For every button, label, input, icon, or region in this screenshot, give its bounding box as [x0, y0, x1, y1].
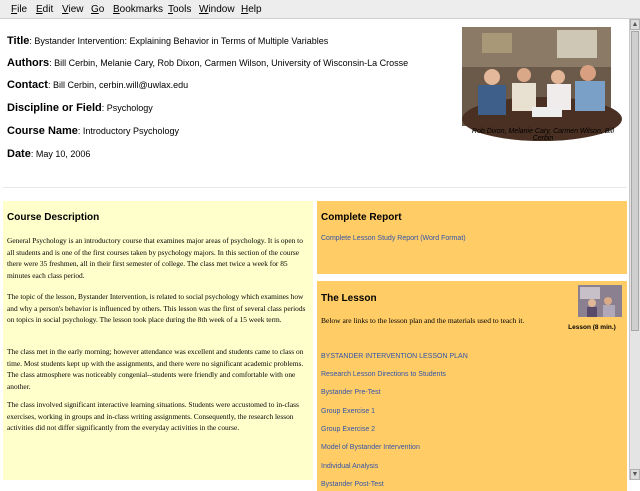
- course-value: : Introductory Psychology: [77, 126, 179, 136]
- lesson-video-caption: Lesson (8 min.): [568, 324, 616, 331]
- menu-file[interactable]: File: [11, 4, 28, 15]
- course-label: Course Name: [7, 125, 78, 137]
- authors-label: Authors: [7, 57, 50, 69]
- menu-bar: [0, 0, 640, 19]
- menu-go[interactable]: Go: [91, 4, 105, 15]
- description-paragraph: The class met in the early morning; however attendance was excellent and students came to class on time. Most students kept up with the assignments, and there were no significant academic problems. The class atmosphere was noticeably congenial--students were friendly and comfortable with one another.: [7, 347, 304, 391]
- lesson-video-thumbnail[interactable]: [578, 285, 622, 317]
- contact-line: [7, 79, 188, 91]
- date-value: : May 10, 2006: [30, 149, 91, 159]
- menu-bookmarks[interactable]: Bookmarks: [113, 4, 164, 15]
- menu-window[interactable]: Window: [199, 4, 235, 15]
- title-line: [7, 35, 328, 47]
- menu-view[interactable]: View: [62, 4, 84, 15]
- menu-help[interactable]: Help: [241, 4, 262, 15]
- course-description-panel: [3, 201, 313, 480]
- description-paragraph: The topic of the lesson, Bystander Intervention, is related to social psychology which examines how and why a person's behavior is influenced by others. This lesson was the first of several class periods on topics in social psychology. The lesson took place during the 8th week of a 15 week term.: [7, 292, 306, 324]
- scroll-down-icon[interactable]: ▼: [631, 471, 639, 478]
- discipline-label: Discipline or Field: [7, 102, 102, 114]
- date-label: Date: [7, 148, 31, 160]
- description-paragraph: General Psychology is an introductory course that examines major areas of psychology. It is open to all students and is one of the first courses taken by psychology majors. In this section of the course there were 35 freshmen, all in their first semester of college. The class met twice a week for 85 minutes each class period.: [7, 236, 303, 280]
- photo-caption: Rob Dixon, Melanie Cary, Carmen Wilson, Bill Cerbin: [471, 128, 615, 142]
- discipline-line: [7, 102, 153, 114]
- menu-edit[interactable]: Edit: [36, 4, 54, 15]
- discipline-value: : Psychology: [101, 103, 153, 113]
- scrollbar-thumb[interactable]: [631, 31, 639, 331]
- section-divider: [3, 187, 627, 188]
- contact-label: Contact: [7, 79, 48, 91]
- page-viewport: [0, 19, 629, 488]
- lesson-intro: Below are links to the lesson plan and the materials used to teach it.: [321, 316, 525, 325]
- lesson-link[interactable]: Bystander Post-Test: [321, 481, 384, 488]
- lesson-link[interactable]: Research Lesson Directions to Students: [321, 371, 446, 378]
- contact-value: : Bill Cerbin, cerbin.will@uwlax.edu: [47, 80, 189, 90]
- menu-tools[interactable]: Tools: [168, 4, 192, 15]
- lesson-link[interactable]: BYSTANDER INTERVENTION LESSON PLAN: [321, 353, 468, 360]
- lesson-link[interactable]: Individual Analysis: [321, 463, 379, 470]
- complete-report-link[interactable]: Complete Lesson Study Report (Word Format): [321, 235, 466, 242]
- description-paragraph: The class involved significant interactive learning situations. Students were accustomed to in-class exercises, working in groups and in-class writing assignments. Consequently, the research lesson activities did not differ significantly from the everyday activities in the course.: [7, 400, 299, 432]
- lesson-link[interactable]: Group Exercise 1: [321, 408, 376, 415]
- lesson-heading: The Lesson: [321, 293, 377, 304]
- lesson-link[interactable]: Model of Bystander Intervention: [321, 444, 420, 451]
- vertical-scrollbar[interactable]: [629, 19, 640, 480]
- authors-line: [7, 57, 408, 69]
- title-value: : Bystander Intervention: Explaining Behavior in Terms of Multiple Variables: [29, 36, 329, 46]
- lesson-link[interactable]: Bystander Pre-Test: [321, 389, 381, 396]
- team-photo: [462, 27, 611, 126]
- lesson-link[interactable]: Group Exercise 2: [321, 426, 376, 433]
- title-label: Title: [7, 35, 30, 47]
- complete-report-panel: [317, 201, 627, 274]
- date-line: [7, 148, 90, 160]
- lesson-panel: [317, 281, 627, 491]
- course-line: [7, 125, 179, 137]
- authors-value: : Bill Cerbin, Melanie Cary, Rob Dixon, Carmen Wilson, University of Wisconsin-La Crosse: [49, 58, 409, 68]
- scroll-up-icon[interactable]: ▲: [631, 21, 639, 28]
- course-description-heading: Course Description: [7, 212, 100, 223]
- complete-report-heading: Complete Report: [321, 212, 402, 223]
